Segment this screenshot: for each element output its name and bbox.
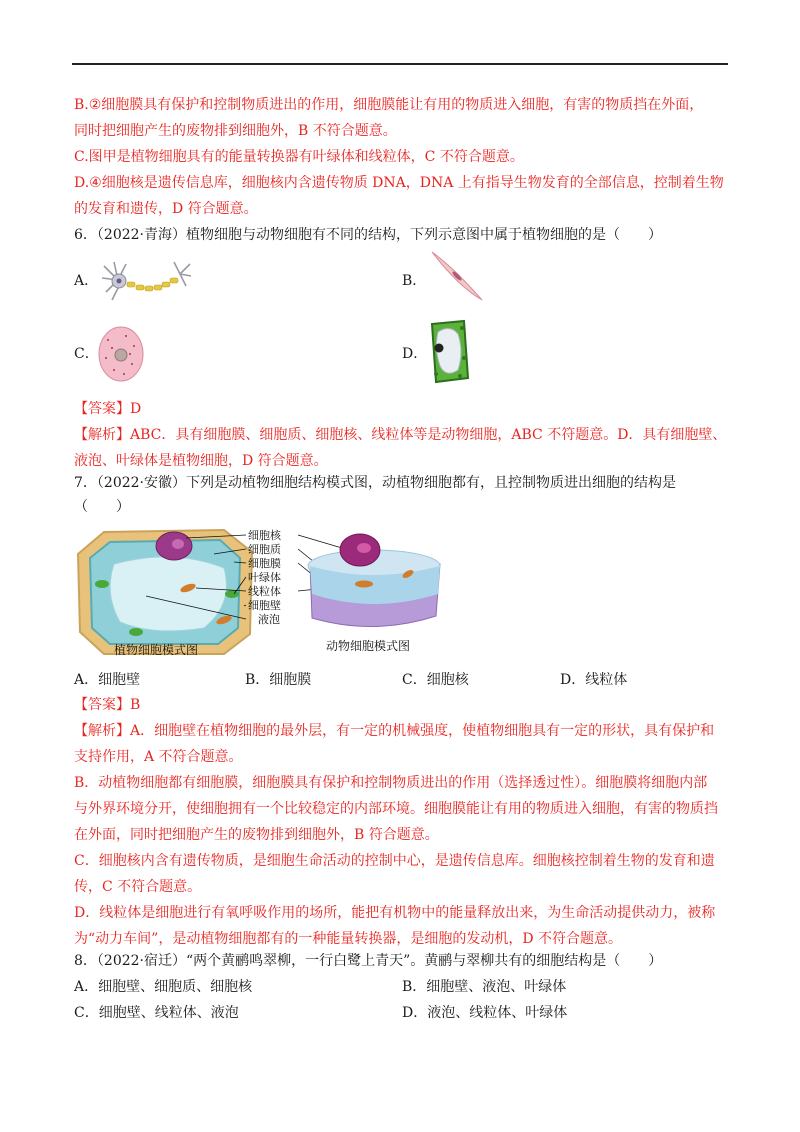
q8-stem: 8．（2022·宿迁）“两个黄鹂鸣翠柳，一行白鹭上青天”。黄鹂与翠柳共有的细胞结构是（ ） xyxy=(74,953,663,969)
q7-option-a: A．细胞壁 xyxy=(74,672,141,688)
animal-cell-image xyxy=(96,324,146,384)
label-vacuole: 液泡 xyxy=(258,613,280,626)
q6-option-a-label: A． xyxy=(74,273,99,289)
q7-option-d: D．线粒体 xyxy=(560,672,628,688)
q7-stem-line1: 7．（2022·安徽）下列是动植物细胞结构模式图，动植物细胞都有，且控制物质进出细胞的结构是 xyxy=(74,475,676,491)
label-cell-membrane: 细胞膜 xyxy=(248,557,281,570)
q8-option-d: D．液泡、线粒体、叶绿体 xyxy=(402,1005,568,1021)
q7-analysis-c-line1: C．细胞核内含有遗传物质，是细胞生命活动的控制中心，是遗传信息库。细胞核控制着生物的发育和遗 xyxy=(74,853,715,869)
q6-option-d-label: D． xyxy=(402,346,428,362)
q7-analysis-a-line1: 【解析】A．细胞壁在植物细胞的最外层，有一定的机械强度，使植物细胞具有一定的形状，具有保护和 xyxy=(74,723,715,739)
q6-analysis-line1: 【解析】ABC．具有细胞膜、细胞质、细胞核、线粒体等是动物细胞，ABC 不符题意。D．具有细胞壁、 xyxy=(74,427,727,443)
q7-option-b: B．细胞膜 xyxy=(245,672,312,688)
q8-option-a: A．细胞壁、细胞质、细胞核 xyxy=(74,979,253,995)
q7-analysis-b-line1: B．动植物细胞都有细胞膜，细胞膜具有保护和控制物质进出的作用（选择透过性）。细胞膜将细胞内部 xyxy=(74,775,708,791)
q7-analysis-c-line2: 传，C 不符合题意。 xyxy=(74,879,202,895)
q8-option-c: C．细胞壁、线粒体、液泡 xyxy=(74,1005,239,1021)
q7-analysis-b-line2: 与外界环境分开，使细胞拥有一个比较稳定的内部环境。细胞膜能让有用的物质进入细胞，有害的物质挡 xyxy=(74,801,718,817)
neuron-image xyxy=(100,258,192,304)
q5-analysis-b-line1: B.②细胞膜具有保护和控制物质进出的作用，细胞膜能让有用的物质进入细胞，有害的物质挡在外面， xyxy=(74,97,704,113)
q5-analysis-d-line2: 的发育和遗传，D 符合题意。 xyxy=(74,201,258,217)
q7-analysis-d-line2: 为“动力车间”，是动植物细胞都有的一种能量转换器，是细胞的发动机，D 不符合题意。 xyxy=(74,931,622,947)
header-rule xyxy=(72,63,728,65)
plant-cell-caption: 植物细胞模式图 xyxy=(114,643,199,657)
q6-stem: 6．（2022·青海）植物细胞与动物细胞有不同的结构，下列示意图中属于植物细胞的是（ ） xyxy=(74,227,662,243)
q7-analysis-a-line2: 支持作用，A 不符合题意。 xyxy=(74,749,243,765)
q5-analysis-b-line2: 同时把细胞产生的废物排到细胞外，B 不符合题意。 xyxy=(74,123,397,139)
q7-answer: 【答案】B xyxy=(74,697,141,713)
label-cell-wall: 细胞壁 xyxy=(248,599,281,612)
plant-cell-model xyxy=(78,530,252,654)
q7-option-c: C．细胞核 xyxy=(402,672,469,688)
q6-option-c-label: C． xyxy=(74,346,99,362)
cell-structure-diagram xyxy=(74,524,454,664)
q7-analysis-d-line1: D．线粒体是细胞进行有氧呼吸作用的场所，能把有机物中的能量释放出来，为生命活动提供动力，被称 xyxy=(74,905,716,921)
label-cytoplasm: 细胞质 xyxy=(248,543,281,556)
q5-analysis-d-line1: D.④细胞核是遗传信息库，细胞核内含遗传物质 DNA，DNA 上有指导生物发育的全部信息，控制着生物 xyxy=(74,175,724,191)
q7-analysis-b-line3: 在外面，同时把细胞产生的废物排到细胞外，B 符合题意。 xyxy=(74,827,439,843)
animal-cell-caption: 动物细胞模式图 xyxy=(326,639,411,653)
q6-answer: 【答案】D xyxy=(74,401,142,417)
q5-analysis-c-line: C.图甲是植物细胞具有的能量转换器有叶绿体和线粒体，C 不符合题意。 xyxy=(74,149,524,165)
q6-analysis-line2: 液泡、叶绿体是植物细胞，D 符合题意。 xyxy=(74,453,328,469)
animal-cell-model xyxy=(308,534,440,627)
q6-option-b-label: B． xyxy=(402,273,427,289)
plant-cell-image xyxy=(424,318,472,386)
label-chloroplast: 叶绿体 xyxy=(248,571,281,584)
q7-stem-line2: （ ） xyxy=(74,499,130,515)
muscle-cell-image xyxy=(428,248,486,304)
q8-option-b: B．细胞壁、液泡、叶绿体 xyxy=(402,979,567,995)
label-nucleus: 细胞核 xyxy=(248,529,281,542)
label-mitochondria: 线粒体 xyxy=(248,585,281,598)
